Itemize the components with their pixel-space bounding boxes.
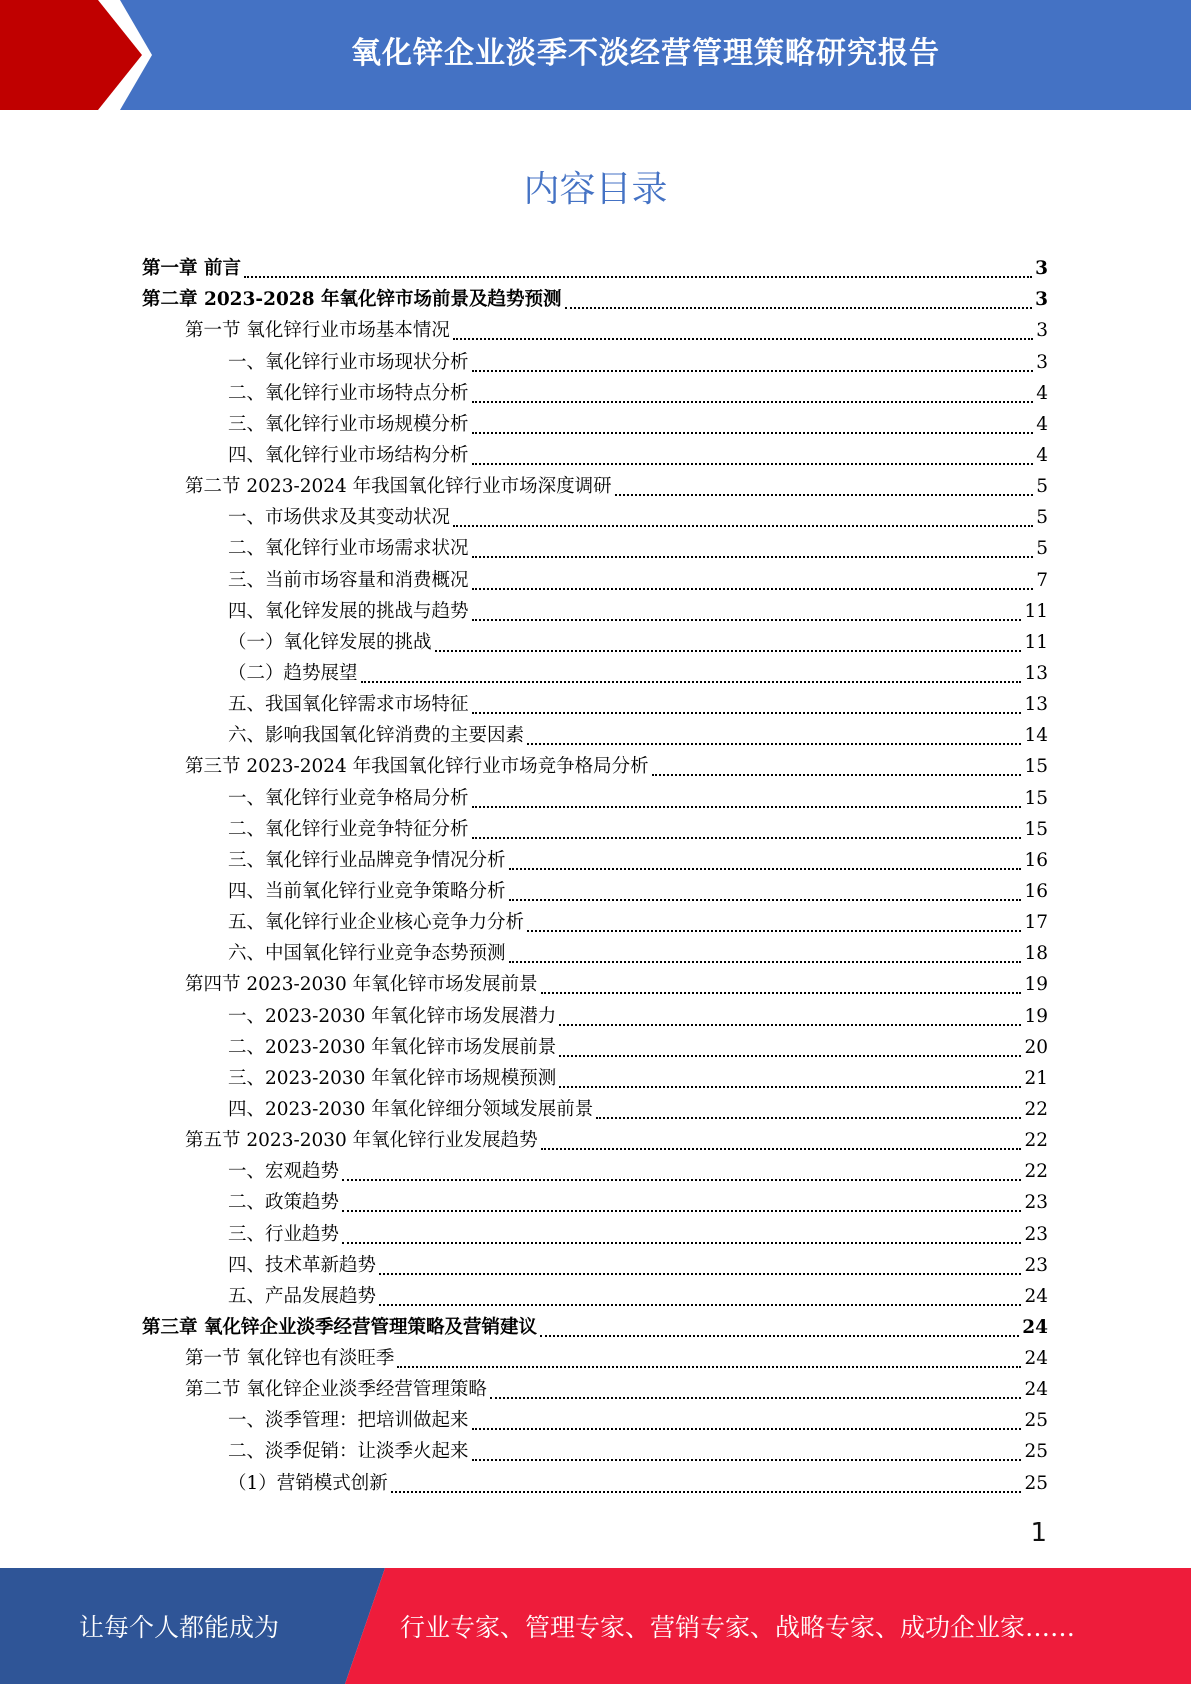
- toc-entry[interactable]: [142, 1343, 1048, 1374]
- toc-entry-page: 15: [1024, 756, 1048, 778]
- toc-entry-page: 23: [1024, 1192, 1048, 1214]
- toc-dot-leader: [453, 328, 1033, 340]
- toc-entry-page: 11: [1024, 631, 1048, 653]
- toc-dot-leader: [472, 1449, 1022, 1461]
- toc-entry-page: 23: [1024, 1254, 1048, 1276]
- toc-dot-leader: [509, 889, 1022, 901]
- toc-entry-text: 二、氧化锌行业市场特点分析: [228, 382, 469, 404]
- toc-entry-text: 三、行业趋势: [228, 1223, 340, 1245]
- toc-entry-text: 第一节 氧化锌行业市场基本情况: [185, 320, 450, 342]
- toc-dot-leader: [509, 858, 1022, 870]
- toc-heading: 内容目录: [523, 169, 668, 210]
- page-number: 1: [1030, 1518, 1047, 1548]
- toc-dot-leader: [615, 484, 1034, 496]
- toc-entry-text: 五、我国氧化锌需求市场特征: [228, 694, 469, 716]
- toc-entry-text: 二、2023-2030 年氧化锌市场发展前景: [228, 1036, 557, 1058]
- toc-entry[interactable]: [142, 378, 1048, 409]
- toc-entry-page: 15: [1024, 787, 1048, 809]
- toc-dot-leader: [472, 827, 1022, 839]
- toc-entry-page: 25: [1024, 1441, 1048, 1463]
- toc-dot-leader: [391, 1481, 1022, 1493]
- toc-entry[interactable]: [142, 1000, 1048, 1031]
- toc-dot-leader: [379, 1294, 1021, 1306]
- toc-entry-page: 25: [1024, 1410, 1048, 1432]
- toc-dot-leader: [541, 982, 1022, 994]
- toc-dot-leader: [652, 764, 1022, 776]
- toc-dot-leader: [472, 453, 1034, 465]
- chevron-decoration: [0, 0, 160, 110]
- toc-entry-page: 19: [1024, 1005, 1048, 1027]
- toc-entry-page: 20: [1024, 1036, 1048, 1058]
- toc-entry-page: 23: [1024, 1223, 1048, 1245]
- toc-dot-leader: [527, 920, 1021, 932]
- toc-entry[interactable]: [142, 1467, 1048, 1498]
- toc-dot-leader: [559, 1045, 1021, 1057]
- toc-dot-leader: [472, 702, 1022, 714]
- toc-entry-text: 四、当前氧化锌行业竞争策略分析: [228, 880, 506, 902]
- toc-dot-leader: [527, 733, 1021, 745]
- toc-entry-text: 一、2023-2030 年氧化锌市场发展潜力: [228, 1005, 557, 1027]
- footer-slogan-right: 行业专家、管理专家、营销专家、战略专家、成功企业家……: [400, 1613, 1076, 1642]
- toc-entry[interactable]: [142, 284, 1048, 315]
- toc-entry[interactable]: [142, 627, 1048, 658]
- toc-entry-page: 7: [1036, 569, 1048, 591]
- toc-entry-text: 一、淡季管理：把培训做起来: [228, 1410, 469, 1432]
- toc-entry-text: 第二节 2023-2024 年我国氧化锌行业市场深度调研: [185, 476, 612, 498]
- toc-entry-text: 第三章 氧化锌企业淡季经营管理策略及营销建议: [142, 1316, 537, 1338]
- toc-entry-page: 4: [1036, 444, 1048, 466]
- toc-entry-page: 13: [1024, 662, 1048, 684]
- toc-entry[interactable]: [142, 471, 1048, 502]
- toc-dot-leader: [342, 1200, 1021, 1212]
- toc-dot-leader: [379, 1263, 1021, 1275]
- toc-entry-text: 第二节 氧化锌企业淡季经营管理策略: [185, 1379, 487, 1401]
- toc-entry-text: 二、政策趋势: [228, 1192, 340, 1214]
- toc-entry-page: 5: [1036, 476, 1048, 498]
- toc-entry[interactable]: [142, 1156, 1048, 1187]
- toc-entry-page: 25: [1024, 1472, 1048, 1494]
- toc-entry-page: 18: [1024, 943, 1048, 965]
- toc-entry[interactable]: [142, 1094, 1048, 1125]
- toc-entry-text: 四、2023-2030 年氧化锌细分领域发展前景: [228, 1098, 594, 1120]
- toc-entry-page: 21: [1024, 1067, 1048, 1089]
- toc-dot-leader: [541, 1138, 1022, 1150]
- toc-dot-leader: [472, 391, 1034, 403]
- toc-entry-text: （1）营销模式创新: [228, 1472, 388, 1494]
- toc-entry-page: 3: [1036, 351, 1048, 373]
- toc-entry[interactable]: [142, 814, 1048, 845]
- toc-entry[interactable]: [142, 440, 1048, 471]
- toc-entry-page: 24: [1024, 1348, 1048, 1370]
- toc-entry-text: 五、产品发展趋势: [228, 1285, 377, 1307]
- toc-entry[interactable]: [142, 253, 1048, 284]
- toc-entry[interactable]: [142, 1063, 1048, 1094]
- toc-entry[interactable]: [142, 564, 1048, 595]
- toc-entry-text: 四、氧化锌行业市场结构分析: [228, 444, 469, 466]
- toc-entry[interactable]: [142, 1250, 1048, 1281]
- toc-entry[interactable]: [142, 1405, 1048, 1436]
- toc-entry[interactable]: [142, 907, 1048, 938]
- toc-entry[interactable]: [142, 689, 1048, 720]
- toc-dot-leader: [453, 515, 1033, 527]
- toc-entry-text: 第三节 2023-2024 年我国氧化锌行业市场竞争格局分析: [185, 756, 649, 778]
- toc-entry[interactable]: [142, 315, 1048, 346]
- toc-dot-leader: [361, 671, 1022, 683]
- toc-entry-text: 四、氧化锌发展的挑战与趋势: [228, 600, 469, 622]
- toc-entry-page: 22: [1024, 1161, 1048, 1183]
- toc-dot-leader: [540, 1325, 1019, 1337]
- toc-entry-text: 第四节 2023-2030 年氧化锌市场发展前景: [185, 974, 538, 996]
- toc-entry[interactable]: [142, 502, 1048, 533]
- toc-entry-text: 三、氧化锌行业品牌竞争情况分析: [228, 849, 506, 871]
- toc-entry-page: 11: [1024, 600, 1048, 622]
- toc-dot-leader: [490, 1387, 1022, 1399]
- toc-entry[interactable]: [142, 658, 1048, 689]
- toc-entry[interactable]: [142, 969, 1048, 1000]
- toc-entry-page: 15: [1024, 818, 1048, 840]
- toc-entry[interactable]: [142, 409, 1048, 440]
- toc-dot-leader: [509, 951, 1022, 963]
- toc-dot-leader: [342, 1169, 1021, 1181]
- toc-entry-text: 第一章 前言: [142, 258, 241, 280]
- toc-dot-leader: [565, 297, 1033, 309]
- toc-entry-text: 第五节 2023-2030 年氧化锌行业发展趋势: [185, 1130, 538, 1152]
- toc-entry-page: 24: [1024, 1379, 1048, 1401]
- toc-entry-page: 22: [1024, 1130, 1048, 1152]
- toc-dot-leader: [244, 266, 1032, 278]
- toc-entry-page: 3: [1035, 258, 1048, 280]
- toc-entry-text: 六、影响我国氧化锌消费的主要因素: [228, 725, 525, 747]
- footer-slogan-left: 让每个人都能成为: [78, 1613, 279, 1642]
- toc-entry-page: 22: [1024, 1098, 1048, 1120]
- header-band: [0, 0, 1191, 110]
- toc-entry-text: 四、技术革新趋势: [228, 1254, 377, 1276]
- toc-entry-page: 3: [1035, 289, 1048, 311]
- toc-entry[interactable]: [142, 1187, 1048, 1218]
- toc-entry-text: 二、淡季促销：让淡季火起来: [228, 1441, 469, 1463]
- toc-entry-text: 一、市场供求及其变动状况: [228, 507, 451, 529]
- toc-entry[interactable]: [142, 1032, 1048, 1063]
- toc-entry[interactable]: [142, 596, 1048, 627]
- toc-dot-leader: [559, 1014, 1021, 1026]
- toc-entry-page: 19: [1024, 974, 1048, 996]
- toc-entry-text: 一、氧化锌行业市场现状分析: [228, 351, 469, 373]
- toc-entry-text: 二、氧化锌行业市场需求状况: [228, 538, 469, 560]
- toc-dot-leader: [472, 546, 1034, 558]
- toc-entry-page: 4: [1036, 413, 1048, 435]
- toc-dot-leader: [472, 796, 1022, 808]
- toc-entry[interactable]: [142, 938, 1048, 969]
- toc-entry-text: 三、2023-2030 年氧化锌市场规模预测: [228, 1067, 557, 1089]
- toc-entry[interactable]: [142, 1374, 1048, 1405]
- toc-entry[interactable]: [142, 1312, 1048, 1343]
- toc-entry-page: 24: [1022, 1316, 1048, 1338]
- toc-entry[interactable]: [142, 720, 1048, 751]
- footer-band: [0, 1568, 1191, 1684]
- toc-entry[interactable]: [142, 346, 1048, 377]
- toc-entry-text: 一、氧化锌行业竞争格局分析: [228, 787, 469, 809]
- toc-entry-text: 三、当前市场容量和消费概况: [228, 569, 469, 591]
- toc-entry-page: 5: [1036, 538, 1048, 560]
- toc-dot-leader: [559, 1076, 1021, 1088]
- toc-dot-leader: [596, 1107, 1021, 1119]
- toc-dot-leader: [472, 609, 1022, 621]
- toc-entry[interactable]: [142, 782, 1048, 813]
- toc-entry[interactable]: [142, 876, 1048, 907]
- toc-entry-text: 第一节 氧化锌也有淡旺季: [185, 1348, 395, 1370]
- toc-entry[interactable]: [142, 845, 1048, 876]
- toc-entry-text: （二）趋势展望: [228, 662, 358, 684]
- toc-entry-text: 第二章 2023-2028 年氧化锌市场前景及趋势预测: [142, 289, 562, 311]
- toc-entry-page: 16: [1024, 849, 1048, 871]
- toc-entry-text: 三、氧化锌行业市场规模分析: [228, 413, 469, 435]
- toc-entry-page: 4: [1036, 382, 1048, 404]
- toc-dot-leader: [342, 1232, 1021, 1244]
- toc-entry[interactable]: [142, 1125, 1048, 1156]
- toc-dot-leader: [397, 1356, 1021, 1368]
- toc-entry-page: 17: [1024, 912, 1048, 934]
- toc-entry-text: 六、中国氧化锌行业竞争态势预测: [228, 943, 506, 965]
- toc-dot-leader: [435, 640, 1022, 652]
- toc-entry-page: 3: [1036, 320, 1048, 342]
- report-title: 氧化锌企业淡季不淡经营管理策略研究报告: [351, 36, 940, 71]
- toc-entry[interactable]: [142, 533, 1048, 564]
- toc-entry-page: 16: [1024, 880, 1048, 902]
- toc-entry-text: 二、氧化锌行业竞争特征分析: [228, 818, 469, 840]
- table-of-contents: [142, 253, 1048, 1499]
- toc-dot-leader: [472, 422, 1034, 434]
- toc-entry[interactable]: [142, 751, 1048, 782]
- toc-dot-leader: [472, 360, 1034, 372]
- toc-dot-leader: [472, 1418, 1022, 1430]
- toc-entry-text: （一）氧化锌发展的挑战: [228, 631, 432, 653]
- toc-dot-leader: [472, 578, 1034, 590]
- toc-entry-page: 14: [1024, 725, 1048, 747]
- toc-entry[interactable]: [142, 1281, 1048, 1312]
- toc-entry[interactable]: [142, 1218, 1048, 1249]
- toc-entry-page: 24: [1024, 1285, 1048, 1307]
- toc-entry-page: 13: [1024, 694, 1048, 716]
- toc-entry-text: 一、宏观趋势: [228, 1161, 340, 1183]
- toc-entry-page: 5: [1036, 507, 1048, 529]
- toc-entry-text: 五、氧化锌行业企业核心竞争力分析: [228, 912, 525, 934]
- toc-entry[interactable]: [142, 1436, 1048, 1467]
